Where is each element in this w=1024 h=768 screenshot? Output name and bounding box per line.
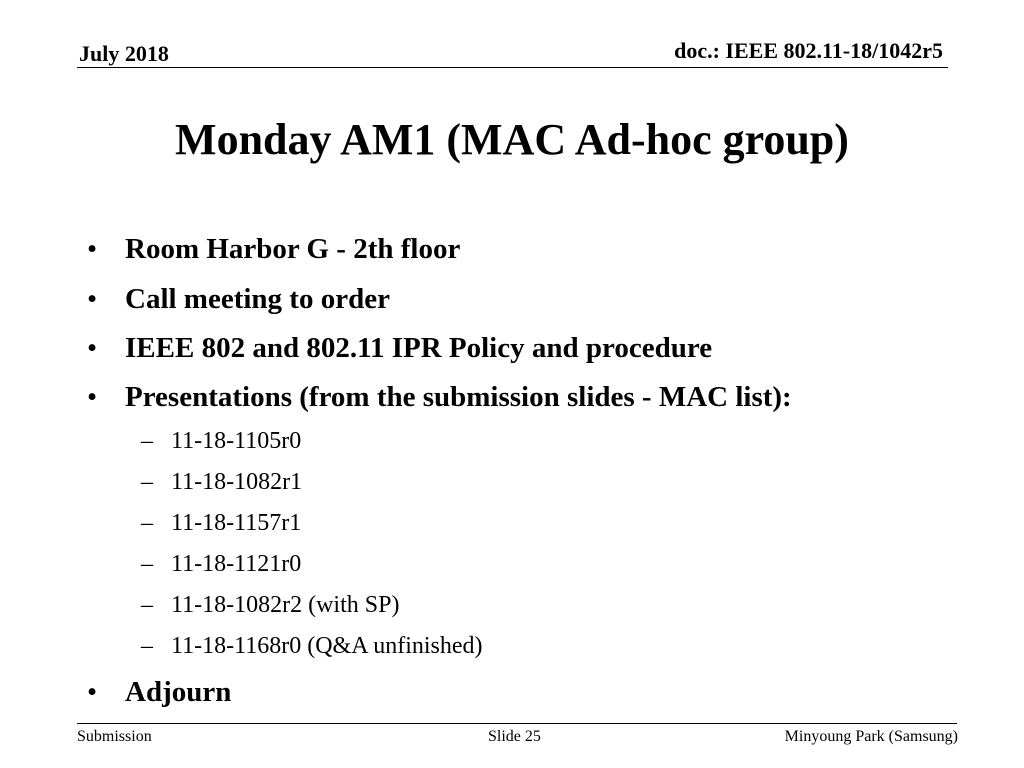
footer-submission: Submission	[77, 728, 152, 745]
presentation-item-label: 11-18-1082r2 (with SP)	[171, 592, 400, 618]
bullet-icon: •	[87, 283, 98, 315]
bullet-icon: •	[87, 676, 98, 708]
slide-title: Monday AM1 (MAC Ad-hoc group)	[175, 115, 849, 164]
dash-icon: –	[141, 633, 153, 659]
agenda-item-label: Room Harbor G - 2th floor	[125, 233, 461, 265]
header-date: July 2018	[79, 41, 169, 66]
bullet-icon: •	[87, 332, 98, 364]
bullet-icon: •	[87, 381, 98, 413]
presentation-item-label: 11-18-1168r0 (Q&A unfinished)	[171, 633, 483, 659]
dash-icon: –	[141, 592, 153, 618]
dash-icon: –	[141, 469, 153, 495]
agenda-item-label: Call meeting to order	[125, 283, 390, 315]
footer-author: Minyoung Park (Samsung)	[784, 728, 958, 745]
bullet-icon: •	[87, 233, 98, 265]
document-id: doc.: IEEE 802.11-18/1042r5	[674, 38, 943, 63]
presentation-item-label: 11-18-1157r1	[171, 510, 302, 536]
presentation-item-label: 11-18-1121r0	[171, 551, 302, 577]
dash-icon: –	[141, 428, 153, 454]
footer-slide-number: Slide 25	[488, 728, 541, 745]
presentation-item-label: 11-18-1082r1	[171, 469, 303, 495]
dash-icon: –	[141, 551, 153, 577]
agenda-item-label: Adjourn	[125, 676, 232, 708]
dash-icon: –	[141, 510, 153, 536]
agenda-item-label: IEEE 802 and 802.11 IPR Policy and procedure	[125, 332, 713, 364]
footer-divider	[77, 723, 957, 724]
agenda-item-label: Presentations (from the submission slides - MAC list):	[125, 381, 792, 413]
presentation-item-label: 11-18-1105r0	[171, 428, 302, 454]
